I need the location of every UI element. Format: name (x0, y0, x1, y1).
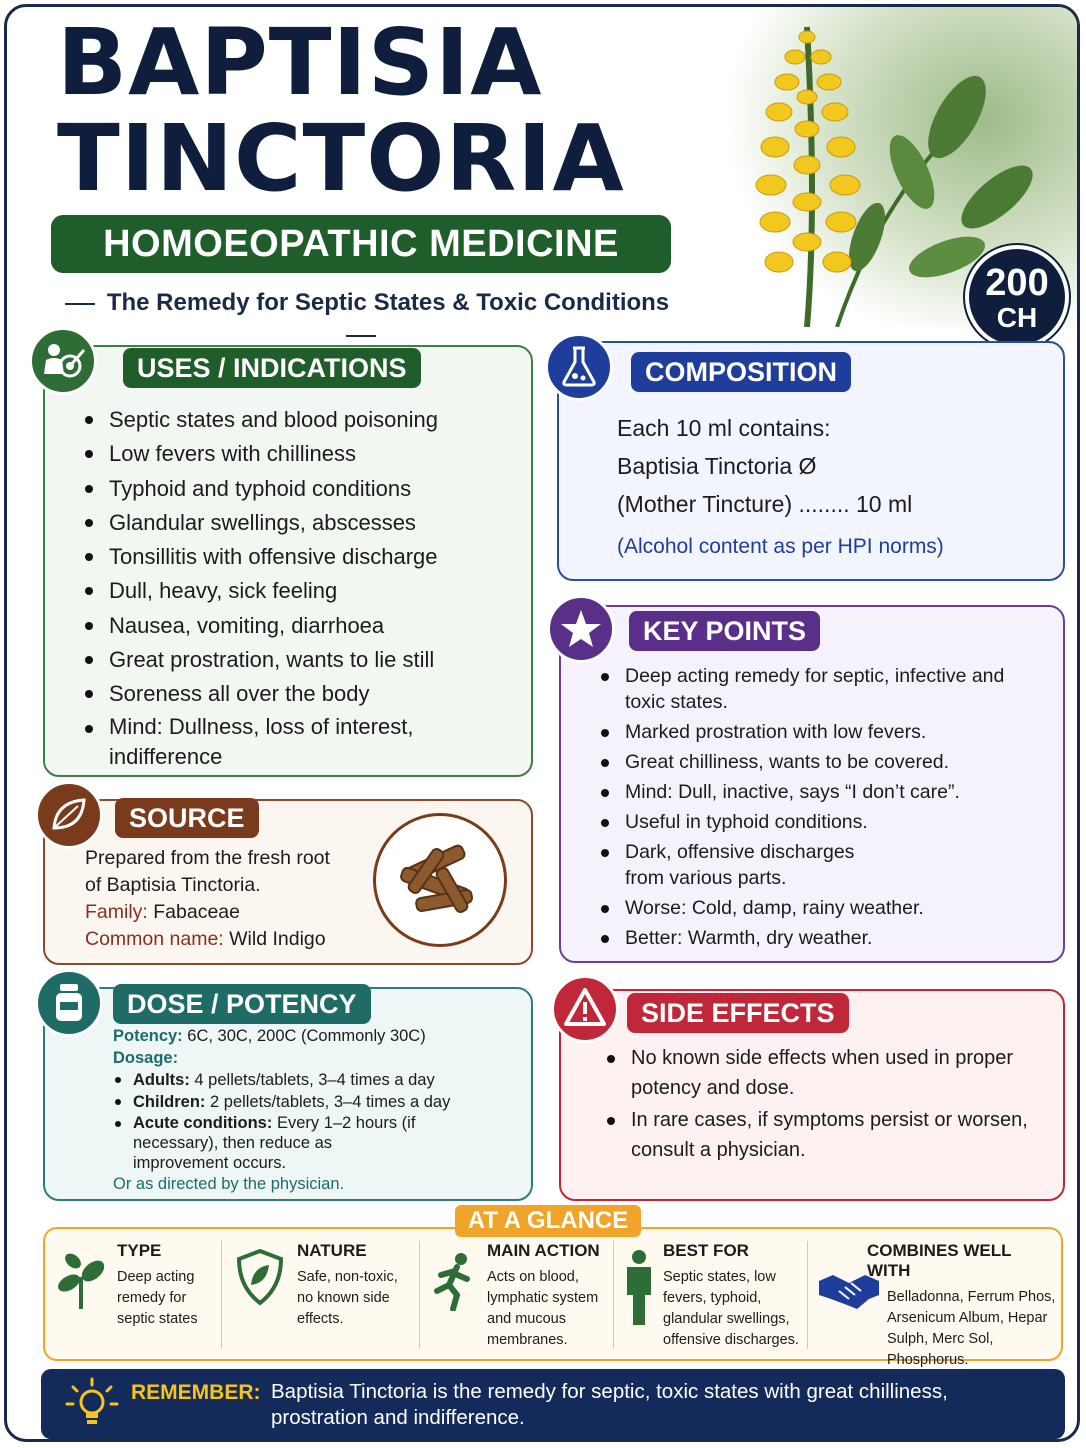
glance-type-heading: TYPE (117, 1241, 162, 1260)
dose-title: DOSE / POTENCY (113, 984, 371, 1024)
tagline-dash-right (346, 335, 376, 337)
tagline-text: The Remedy for Septic States & Toxic Conditions (106, 289, 670, 316)
list-item: Dark, offensive discharges from various parts. (599, 839, 879, 891)
adults-label: Adults: (133, 1071, 190, 1089)
glance-divider (613, 1241, 614, 1349)
family-label: Family: (85, 901, 148, 923)
root-image (373, 813, 507, 947)
dosage-list (113, 1069, 523, 1173)
remember-text: Baptisia Tinctoria is the remedy for septic, toxic states with great chilliness, prostration and indifference. (271, 1380, 948, 1429)
composition-line-3: (Mother Tincture) ........ 10 ml (617, 491, 913, 517)
shield-leaf-icon (233, 1247, 287, 1307)
running-person-icon (427, 1251, 483, 1311)
remember-label: REMEMBER: (131, 1381, 261, 1404)
badge-number: 200 (985, 262, 1049, 304)
list-item: Mind: Dull, inactive, says “I don’t care”. (599, 779, 1049, 805)
glance-divider (807, 1241, 808, 1349)
tagline-dash-left (65, 303, 95, 305)
glance-main-action-text: Acts on blood, lymphatic system and mucous membranes. (487, 1269, 599, 1348)
glance-combines-text: Belladonna, Ferrum Phos, Arsenicum Album, Hepar Sulph, Merc Sol, Phosphorus. (887, 1289, 1056, 1368)
star-icon (547, 595, 615, 663)
list-item: Typhoid and typhoid conditions (83, 472, 523, 506)
list-item: Great chilliness, wants to be covered. (599, 749, 1049, 775)
dose-body (113, 1025, 523, 1195)
glance-nature-text: Safe, non-toxic, no known side effects. (297, 1269, 398, 1327)
list-item: In rare cases, if symptoms persist or worsen, consult a physician. (605, 1105, 1045, 1165)
acute-label: Acute conditions: (133, 1114, 273, 1132)
uses-list (83, 403, 523, 772)
lightbulb-icon (65, 1377, 119, 1431)
glance-type (117, 1241, 213, 1351)
children-label: Children: (133, 1093, 206, 1111)
source-line-1: Prepared from the fresh root (85, 847, 330, 869)
list-item: No known side effects when used in proper potency and dose. (605, 1043, 1045, 1103)
list-item: Marked prostration with low fevers. (599, 719, 1049, 745)
dosage-acute (113, 1113, 423, 1173)
source-family (85, 899, 375, 926)
plant-icon (53, 1247, 109, 1311)
glance-type-text: Deep acting remedy for septic states (117, 1269, 198, 1327)
title-line-1: BAPTISIA (57, 9, 543, 116)
flask-icon (545, 333, 613, 401)
glance-nature-heading: NATURE (297, 1241, 367, 1260)
page-title (57, 9, 697, 212)
dosage-children (113, 1091, 523, 1113)
potency-label: Potency: (113, 1027, 183, 1045)
potency-value: 6C, 30C, 200C (Commonly 30C) (187, 1027, 426, 1045)
list-item: Better: Warmth, dry weather. (599, 925, 1049, 951)
composition-title: COMPOSITION (631, 352, 851, 392)
badge-unit: CH (996, 302, 1038, 333)
uses-card (43, 345, 533, 777)
dose-footer: Or as directed by the physician. (113, 1175, 345, 1193)
list-item: Great prostration, wants to lie still (83, 643, 523, 677)
leaf-icon (35, 781, 103, 849)
source-title: SOURCE (115, 798, 259, 838)
glance-divider (221, 1241, 222, 1349)
source-text (85, 845, 375, 953)
composition-line-1: Each 10 ml contains: (617, 415, 831, 441)
glance-main-action (487, 1241, 607, 1351)
bottle-icon (35, 969, 103, 1037)
list-item: Worse: Cold, damp, rainy weather. (599, 895, 1049, 921)
glance-best-for-text: Septic states, low fevers, typhoid, glandular swellings, offensive discharges. (663, 1269, 799, 1348)
side-effects-list (605, 1043, 1045, 1167)
uses-title: USES / INDICATIONS (123, 348, 421, 388)
key-points-list (599, 663, 1049, 955)
list-item: Deep acting remedy for septic, infective and toxic states. (599, 663, 1049, 715)
source-common-name (85, 926, 375, 953)
potency-badge (965, 245, 1069, 349)
adults-value: 4 pellets/tablets, 3–4 times a day (194, 1071, 435, 1089)
target-person-icon (29, 327, 97, 395)
subtitle-banner: HOMOEOPATHIC MEDICINE (51, 215, 671, 273)
title-line-2: TINCTORIA (57, 105, 625, 212)
dosage-adults (113, 1069, 523, 1091)
key-points-title: KEY POINTS (629, 611, 820, 651)
at-a-glance-title: AT A GLANCE (455, 1205, 641, 1237)
list-item: Useful in typhoid conditions. (599, 809, 1049, 835)
person-icon (619, 1249, 659, 1329)
common-name-label: Common name: (85, 928, 224, 950)
glance-combines-with (867, 1241, 1057, 1368)
glance-divider (419, 1241, 420, 1349)
composition-line-2: Baptisia Tinctoria Ø (617, 453, 817, 479)
infographic-page (4, 4, 1080, 1442)
glance-main-action-heading: MAIN ACTION (487, 1241, 600, 1260)
tagline (51, 287, 671, 319)
list-item: Low fevers with chilliness (83, 437, 523, 471)
glance-best-for (663, 1241, 803, 1351)
list-item: Dull, heavy, sick feeling (83, 574, 523, 608)
family-value: Fabaceae (153, 901, 240, 923)
warning-icon (551, 975, 619, 1043)
list-item: Soreness all over the body (83, 677, 523, 711)
list-item: Mind: Dullness, loss of interest, indifference (83, 712, 523, 772)
composition-note: (Alcohol content as per HPI norms) (617, 535, 944, 558)
glance-best-for-heading: BEST FOR (663, 1241, 749, 1260)
potency-line (113, 1025, 523, 1047)
list-item: Tonsillitis with offensive discharge (83, 540, 523, 574)
key-points-card (559, 605, 1065, 963)
children-value: 2 pellets/tablets, 3–4 times a day (210, 1093, 451, 1111)
common-name-value: Wild Indigo (229, 928, 326, 950)
side-effects-title: SIDE EFFECTS (627, 993, 849, 1033)
glance-combines-heading: COMBINES WELL WITH (867, 1241, 1012, 1280)
remember-banner (41, 1369, 1065, 1439)
acute-value: Every 1–2 hours (if necessary), then reduce as improvement occurs. (133, 1114, 416, 1172)
list-item: Nausea, vomiting, diarrhoea (83, 609, 523, 643)
composition-body (617, 409, 1047, 559)
dosage-label: Dosage: (113, 1049, 179, 1067)
source-line-2: of Baptisia Tinctoria. (85, 874, 261, 896)
list-item: Glandular swellings, abscesses (83, 506, 523, 540)
list-item: Septic states and blood poisoning (83, 403, 523, 437)
glance-nature (297, 1241, 413, 1351)
